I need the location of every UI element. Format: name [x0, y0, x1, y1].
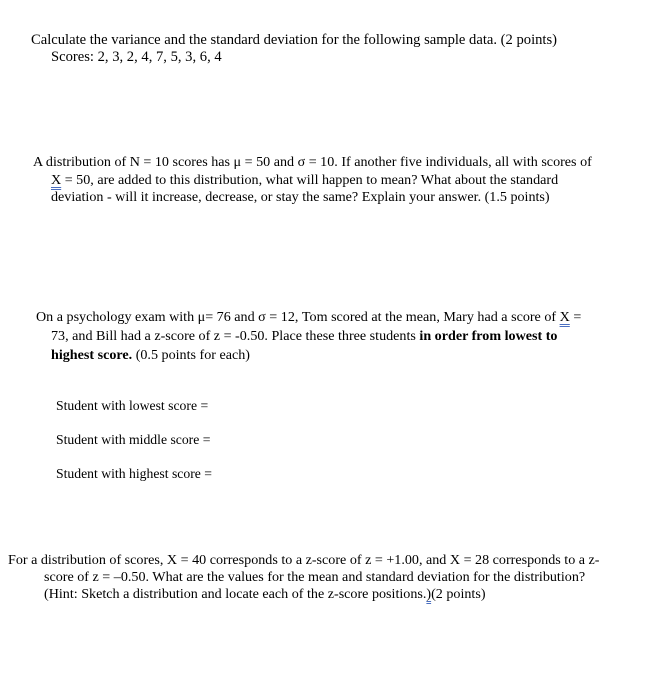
question-3-emphasis: in order from lowest to	[419, 328, 558, 344]
question-2-line-2-text: = 50, are added to this distribution, what will happen to mean? What about the standard	[61, 172, 559, 188]
question-1-scores: Scores: 2, 3, 2, 4, 7, 5, 3, 6, 4	[51, 49, 222, 65]
question-3-line-1	[36, 309, 581, 326]
question-2-line-1: A distribution of N = 10 scores has μ = 50 and σ = 10. If another five individuals, all with scores of	[33, 154, 592, 170]
question-3-points: (0.5 points for each)	[132, 347, 250, 363]
answer-lowest-score: Student with lowest score =	[56, 398, 209, 413]
question-3-line-2-text: 73, and Bill had a z-score of z = -0.50. Place these three students	[51, 328, 420, 344]
answer-middle-score: Student with middle score =	[56, 432, 211, 447]
question-1-prompt: Calculate the variance and the standard deviation for the following sample data. (2 points)	[31, 32, 558, 48]
question-4-line-2: score of z = –0.50. What are the values for the mean and standard deviation for the distribution?	[44, 569, 586, 585]
question-3-line-1-end: =	[569, 309, 582, 325]
question-3-line-2	[51, 328, 557, 345]
answer-highest-score: Student with highest score =	[56, 466, 212, 481]
question-4-line-3	[44, 586, 486, 603]
question-3-emphasis-end: highest score.	[51, 347, 133, 363]
x-symbol: X	[559, 309, 570, 325]
edit-mark: )	[426, 586, 432, 602]
question-2-line-2	[51, 172, 558, 189]
x-symbol: X	[51, 172, 62, 188]
question-4-line-1: For a distribution of scores, X = 40 corresponds to a z-score of z = +1.00, and X = 28 corresponds to a z-	[8, 552, 600, 568]
question-4-hint: (Hint: Sketch a distribution and locate each of the z-score positions.	[44, 586, 427, 602]
question-4-points: (2 points)	[431, 586, 486, 602]
question-3-line-1-text: On a psychology exam with μ= 76 and σ = 12, Tom scored at the mean, Mary had a score of	[36, 309, 560, 325]
question-3-line-3	[51, 347, 250, 364]
question-2-line-3: deviation - will it increase, decrease, or stay the same? Explain your answer. (1.5 points)	[51, 189, 550, 205]
